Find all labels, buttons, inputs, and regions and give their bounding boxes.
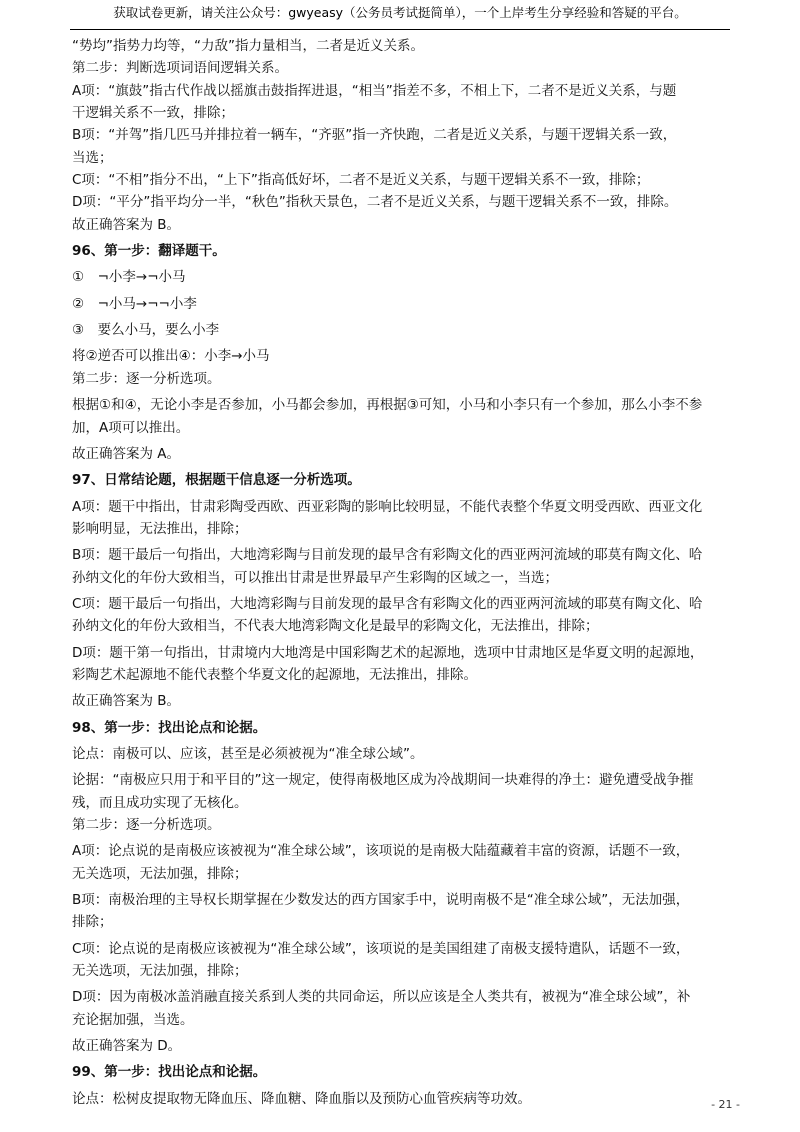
text-line: 故正确答案为 A。	[72, 445, 181, 462]
text-line: C项：题干最后一句指出，大地湾彩陶与目前发现的最早含有彩陶文化的西亚两河流域的耶莫有陶文化、哈	[72, 595, 703, 612]
text-line: 将②逆否可以推出④：小李→小马	[72, 348, 270, 365]
text-line: 根据①和④，无论小李是否参加，小马都会参加，再根据③可知，小马和小李只有一个参加，那么小李不参	[72, 397, 703, 414]
text-line: 故正确答案为 D。	[72, 1038, 182, 1055]
text-line: 论点：南极可以、应该，甚至是必须被视为“准全球公域”。	[72, 745, 424, 762]
text-line: D项：因为南极冰盖消融直接关系到人类的共同命运，所以应该是全人类共有，被视为“准全球公域”，补	[72, 989, 691, 1006]
text-line: 充论据加强，当选。	[72, 1011, 194, 1028]
text-line: A项：题干中指出，甘肃彩陶受西欧、西亚彩陶的影响比较明显，不能代表整个华夏文明受西欧、西亚文化	[72, 498, 703, 515]
text-line: C项：论点说的是南极应该被视为“准全球公域”，该项说的是美国组建了南极支援特遣队，话题不一致，	[72, 940, 690, 957]
text-line: 无关选项，无法加强，排除；	[72, 865, 248, 882]
text-line: 孙纳文化的年份大致相当，不代表大地湾彩陶文化是最早的彩陶文化，无法推出，排除；	[72, 618, 599, 635]
text-line: 第二步：逐一分析选项。	[72, 370, 221, 387]
text-line: “势均”指势力均等，“力敌”指力量相当，二者是近义关系。	[72, 38, 424, 54]
text-line: 第二步：判断选项词语间逻辑关系。	[72, 60, 288, 77]
text-line: 排除；	[72, 914, 113, 931]
text-line: 论据：“南极应只用于和平目的”这一规定，使得南极地区成为冷战期间一块难得的净土：避免遭受战争摧	[72, 772, 694, 789]
page-number: - 21 -	[711, 1098, 740, 1111]
text-line: 干逻辑关系不一致，排除；	[72, 105, 234, 122]
text-line: 彩陶艺术起源地不能代表整个华夏文化的起源地，无法推出，排除。	[72, 666, 477, 683]
text-line: 故正确答案为 B。	[72, 216, 181, 233]
document-body	[72, 35, 732, 1110]
text-line: D项：题干第一句指出，甘肃境内大地湾是中国彩陶艺术的起源地，选项中甘肃地区是华夏文明的起源地，	[72, 644, 704, 661]
text-line: ③ 要么小马，要么小李	[72, 322, 220, 339]
page-header: 获取试卷更新，请关注公众号：gwyeasy（公务员考试挺简单），一个上岸考生分享经验和答疑的平台。	[113, 5, 687, 20]
text-line: 96、第一步：翻译题干。	[72, 243, 226, 260]
text-line: 故正确答案为 B。	[72, 693, 181, 710]
text-line: 影响明显，无法推出，排除；	[72, 520, 248, 537]
text-line: B项：“并驾”指几匹马并排拉着一辆车，“齐驱”指一齐快跑，二者是近义关系，与题干逻辑关系一致，	[72, 127, 677, 144]
text-line: 98、第一步：找出论点和论据。	[72, 719, 267, 736]
text-line: 残，而且成功实现了无核化。	[72, 794, 248, 811]
text-line: 加，A项可以推出。	[72, 419, 190, 436]
text-line: A项：“旗鼓”指古代作战以摇旗击鼓指挥进退，“相当”指差不多，不相上下，二者不是近义关系，与题	[72, 82, 677, 99]
text-line: 97、日常结论题，根据题干信息逐一分析选项。	[72, 472, 361, 489]
text-line: A项：论点说的是南极应该被视为“准全球公域”，该项说的是南极大陆蕴藏着丰富的资源，话题不一致，	[72, 843, 690, 860]
text-line: 孙纳文化的年份大致相当，可以推出甘肃是世界最早产生彩陶的区域之一，当选；	[72, 569, 558, 586]
text-line: D项：“平分”指平均分一半，“秋色”指秋天景色，二者不是近义关系，与题干逻辑关系不一致，排除。	[72, 194, 678, 211]
text-line: B项：南极治理的主导权长期掌握在少数发达的西方国家手中，说明南极不是“准全球公域”，无法加强，	[72, 892, 690, 909]
text-line: C项：“不相”指分不出，“上下”指高低好坏，二者不是近义关系，与题干逻辑关系不一致，排除；	[72, 172, 650, 189]
text-line: 无关选项，无法加强，排除；	[72, 963, 248, 980]
text-line: ① ¬小李→¬小马	[72, 269, 186, 286]
header-divider	[70, 29, 730, 30]
text-line: B项：题干最后一句指出，大地湾彩陶与目前发现的最早含有彩陶文化的西亚两河流域的耶莫有陶文化、哈	[72, 547, 703, 564]
text-line: 论点：松树皮提取物无降血压、降血糖、降血脂以及预防心血管疾病等功效。	[72, 1090, 531, 1107]
text-line: 99、第一步：找出论点和论据。	[72, 1064, 267, 1081]
text-line: 当选；	[72, 149, 113, 166]
text-line: 第二步：逐一分析选项。	[72, 817, 221, 833]
text-line: ② ¬小马→¬¬小李	[72, 295, 197, 312]
